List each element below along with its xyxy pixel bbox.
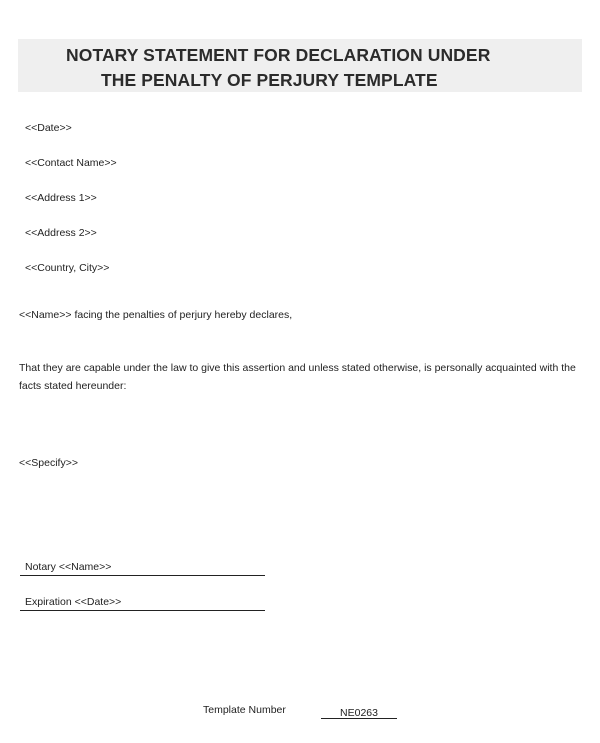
document-title-line-1: NOTARY STATEMENT FOR DECLARATION UNDER <box>66 45 491 65</box>
date-placeholder: <<Date>> <box>25 122 72 134</box>
country-city-placeholder: <<Country, City>> <box>25 262 110 274</box>
address-1-placeholder: <<Address 1>> <box>25 192 97 204</box>
specify-placeholder: <<Specify>> <box>19 457 78 469</box>
expiration-date-label: Expiration <<Date>> <box>25 596 122 608</box>
notary-name-label: Notary <<Name>> <box>25 561 112 573</box>
template-number-field <box>321 703 397 719</box>
document-title-line-2: THE PENALTY OF PERJURY TEMPLATE <box>101 70 438 90</box>
template-number-value: NE0263 <box>340 707 378 719</box>
declaration-sentence: <<Name>> facing the penalties of perjury hereby declares, <box>19 309 293 321</box>
assertion-paragraph: That they are capable under the law to give this assertion and unless stated otherwise, is personally acquainted with the facts stated hereunder: <box>19 362 576 392</box>
expiration-signature-line <box>20 594 265 611</box>
contact-name-placeholder: <<Contact Name>> <box>25 157 117 169</box>
template-number-label: Template Number <box>203 704 286 716</box>
notary-signature-line <box>20 559 265 576</box>
address-2-placeholder: <<Address 2>> <box>25 227 97 239</box>
